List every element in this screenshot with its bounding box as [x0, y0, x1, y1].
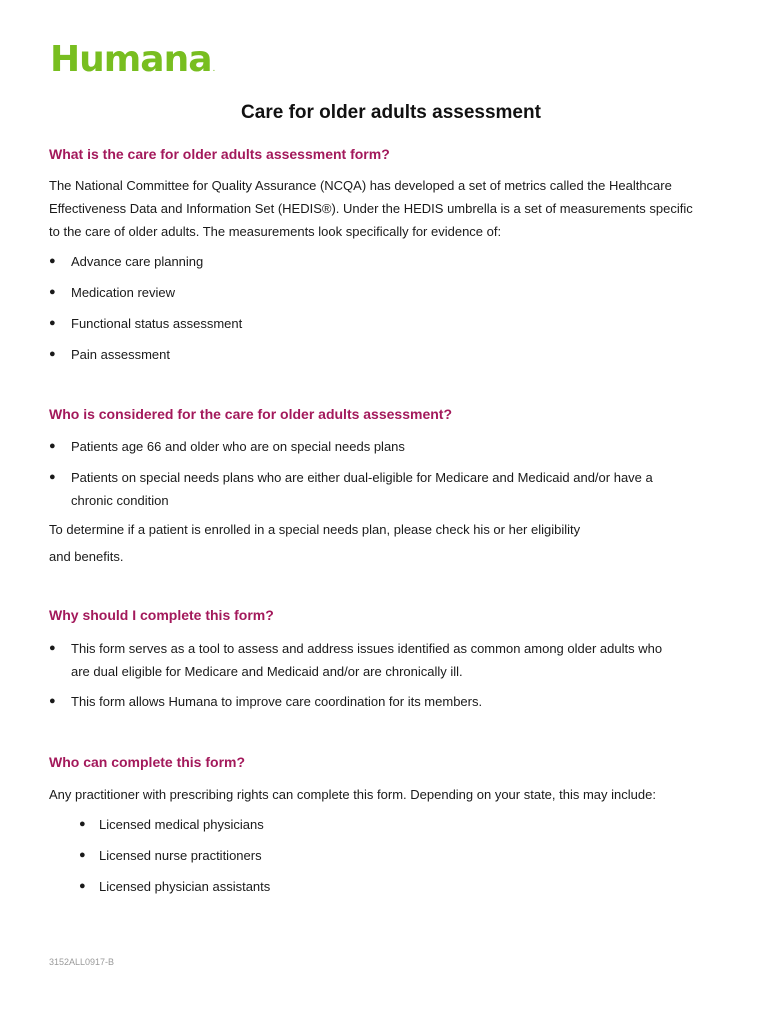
- list-item-text: Patients age 66 and older who are on special needs plans: [71, 439, 405, 454]
- list-item-text: Advance care planning: [71, 254, 204, 269]
- eligibility-note: [49, 516, 729, 570]
- bullet-icon: ●: [79, 818, 86, 830]
- list-item-text: This form allows Humana to improve care coordination for its members.: [71, 694, 483, 709]
- bullet-icon: ●: [49, 255, 56, 267]
- logo-text: Humana: [50, 39, 212, 80]
- section-heading-who-considered: Who is considered for the care for older adults assessment?: [49, 406, 452, 422]
- list-item: [79, 844, 759, 867]
- logo-mark: .: [212, 64, 215, 74]
- paragraph-line: Effectiveness Data and Information Set (HEDIS®). Under the HEDIS umbrella is a set of measurements specific: [49, 201, 693, 216]
- paragraph-line: to the care of older adults. The measurements look specifically for evidence of:: [49, 224, 502, 239]
- section-heading-why: Why should I complete this form?: [49, 607, 274, 623]
- practitioner-intro: Any practitioner with prescribing rights can complete this form. Depending on your state, this may include:: [49, 787, 656, 802]
- list-item: [49, 312, 729, 335]
- bullet-icon: ●: [49, 317, 56, 329]
- list-item-line: This form serves as a tool to assess and address issues identified as common among older adults who: [71, 641, 663, 656]
- bullet-icon: ●: [49, 695, 56, 707]
- bullet-icon: ●: [49, 440, 56, 452]
- humana-logo: [50, 39, 215, 80]
- section-heading-who-can: Who can complete this form?: [49, 754, 246, 770]
- list-item-text: [71, 637, 729, 683]
- list-item-text: Medication review: [71, 285, 176, 300]
- list-item-text: Licensed medical physicians: [99, 817, 264, 832]
- list-item-text: Licensed physician assistants: [99, 879, 271, 894]
- list-item: [79, 813, 759, 836]
- list-item: [49, 690, 729, 713]
- list-item: [49, 281, 729, 304]
- form-code: 3152ALL0917-B: [49, 957, 115, 967]
- list-item-text: Pain assessment: [71, 347, 170, 362]
- paragraph-line: The National Committee for Quality Assurance (NCQA) has developed a set of metrics called the Healthcare: [49, 178, 672, 193]
- bullet-icon: ●: [49, 286, 56, 298]
- bullet-icon: ●: [49, 642, 56, 654]
- list-item-text: Licensed nurse practitioners: [99, 848, 262, 863]
- list-item: [79, 875, 759, 898]
- note-line: and benefits.: [49, 549, 124, 564]
- bullet-icon: ●: [49, 348, 56, 360]
- list-item-text: Functional status assessment: [71, 316, 243, 331]
- section-heading-what: What is the care for older adults assessment form?: [49, 146, 390, 162]
- document-title: Care for older adults assessment: [241, 102, 541, 123]
- bullet-icon: ●: [79, 849, 86, 861]
- section-what-paragraph: [49, 174, 729, 243]
- list-item: [49, 435, 729, 458]
- bullet-icon: ●: [79, 880, 86, 892]
- list-item: [49, 637, 729, 683]
- list-item-text: [71, 466, 729, 512]
- list-item-line: chronic condition: [71, 493, 169, 508]
- bullet-icon: ●: [49, 471, 56, 483]
- note-line: To determine if a patient is enrolled in a special needs plan, please check his or her eligibility: [49, 522, 581, 537]
- list-item: [49, 466, 729, 512]
- list-item: [49, 343, 729, 366]
- list-item-line: are dual eligible for Medicare and Medicaid and/or are chronically ill.: [71, 664, 463, 679]
- list-item: [49, 250, 729, 273]
- list-item-line: Patients on special needs plans who are either dual-eligible for Medicare and Medicaid and/or have a: [71, 470, 653, 485]
